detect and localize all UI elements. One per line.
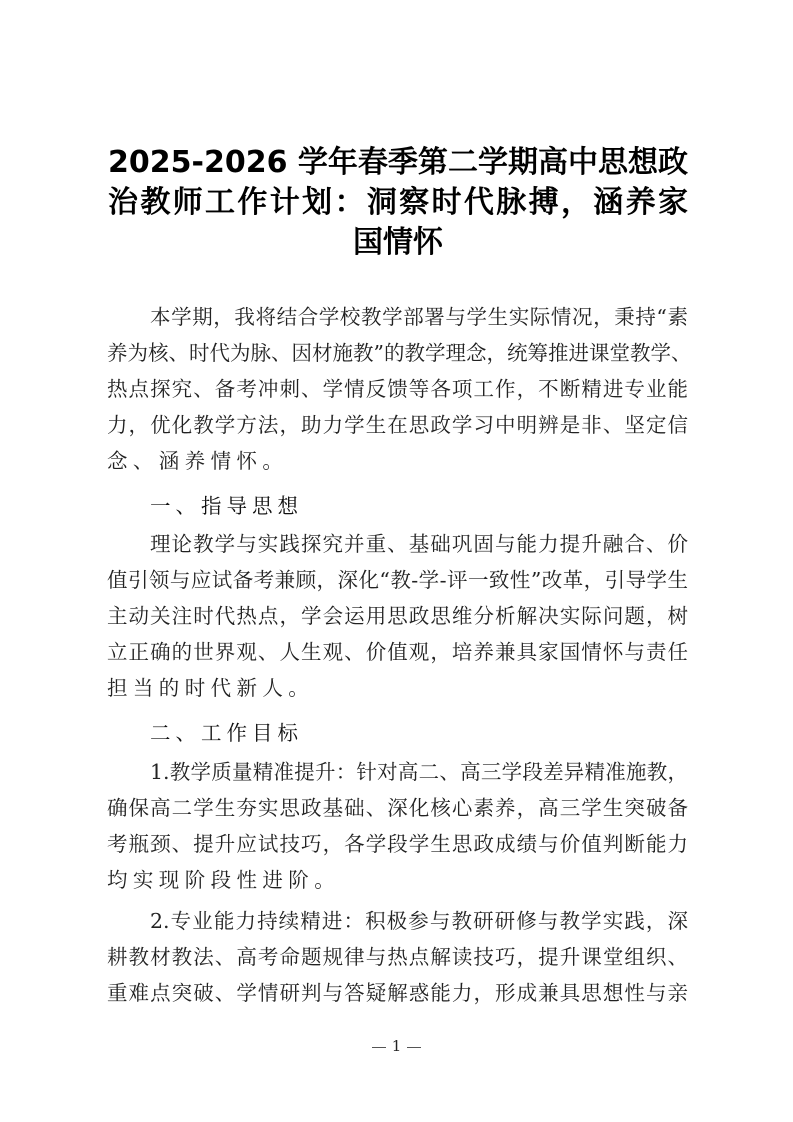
intro-paragraph-line: 力，优化教学方法，助力学生在思政学习中明辨是非、坚定信: [107, 413, 688, 437]
section1-paragraph-line: 主动关注时代热点，学会运用思政思维分析解决实际问题，树: [107, 604, 688, 628]
document-title-line-3: 国情怀: [353, 225, 443, 260]
section-heading-guiding-ideology: 一、指导思想: [150, 494, 303, 518]
intro-paragraph-line: 养为核、时代为脉、因材施教”的教学理念，统筹推进课堂教学、: [107, 341, 692, 365]
goal-item-2-line: 耕教材教法、高考命题规律与热点解读技巧，提升课堂组织、: [107, 945, 688, 969]
intro-paragraph-line: 本学期，我将结合学校教学部署与学生实际情况，秉持“素: [150, 305, 688, 329]
goal-item-1-line: 1.教学质量精准提升：针对高二、高三学段差异精准施教，: [150, 760, 688, 784]
page-number: 1: [391, 1037, 402, 1055]
page-number-footer: [0, 1034, 793, 1058]
section1-paragraph-line: 理论教学与实践探究并重、基础巩固与能力提升融合、价: [150, 532, 688, 556]
intro-paragraph-line: 热点探究、备考冲刺、学情反馈等各项工作，不断精进专业能: [107, 377, 688, 401]
document-title-line-2: 治教师工作计划：洞察时代脉搏，涵养家: [108, 185, 688, 220]
goal-item-2-line: 重难点突破、学情研判与答疑解惑能力，形成兼具思想性与亲: [107, 981, 688, 1005]
goal-item-1-line: 确保高二学生夯实思政基础、深化核心素养，高三学生突破备: [107, 796, 688, 820]
page-number-dash-left: [372, 1047, 386, 1048]
section-heading-work-goals: 二、工作目标: [150, 721, 303, 745]
section1-paragraph-line: 立正确的世界观、人生观、价值观，培养兼具家国情怀与责任: [107, 640, 688, 664]
section1-paragraph-line: 担当的时代新人。: [107, 676, 315, 700]
page-number-dash-right: [407, 1047, 421, 1048]
document-title-line-1: 2025-2026 学年春季第二学期高中思想政: [108, 145, 688, 180]
intro-paragraph-line: 念、涵养情怀。: [107, 449, 289, 473]
section1-paragraph-line: 值引领与应试备考兼顾，深化“教-学-评一致性”改革，引导学生: [107, 568, 688, 592]
goal-item-1-line: 均实现阶段性进阶。: [107, 868, 341, 892]
goal-item-2-line: 2.专业能力持续精进：积极参与教研研修与教学实践，深: [150, 909, 688, 933]
goal-item-1-line: 考瓶颈、提升应试技巧，各学段学生思政成绩与价值判断能力: [107, 832, 688, 856]
